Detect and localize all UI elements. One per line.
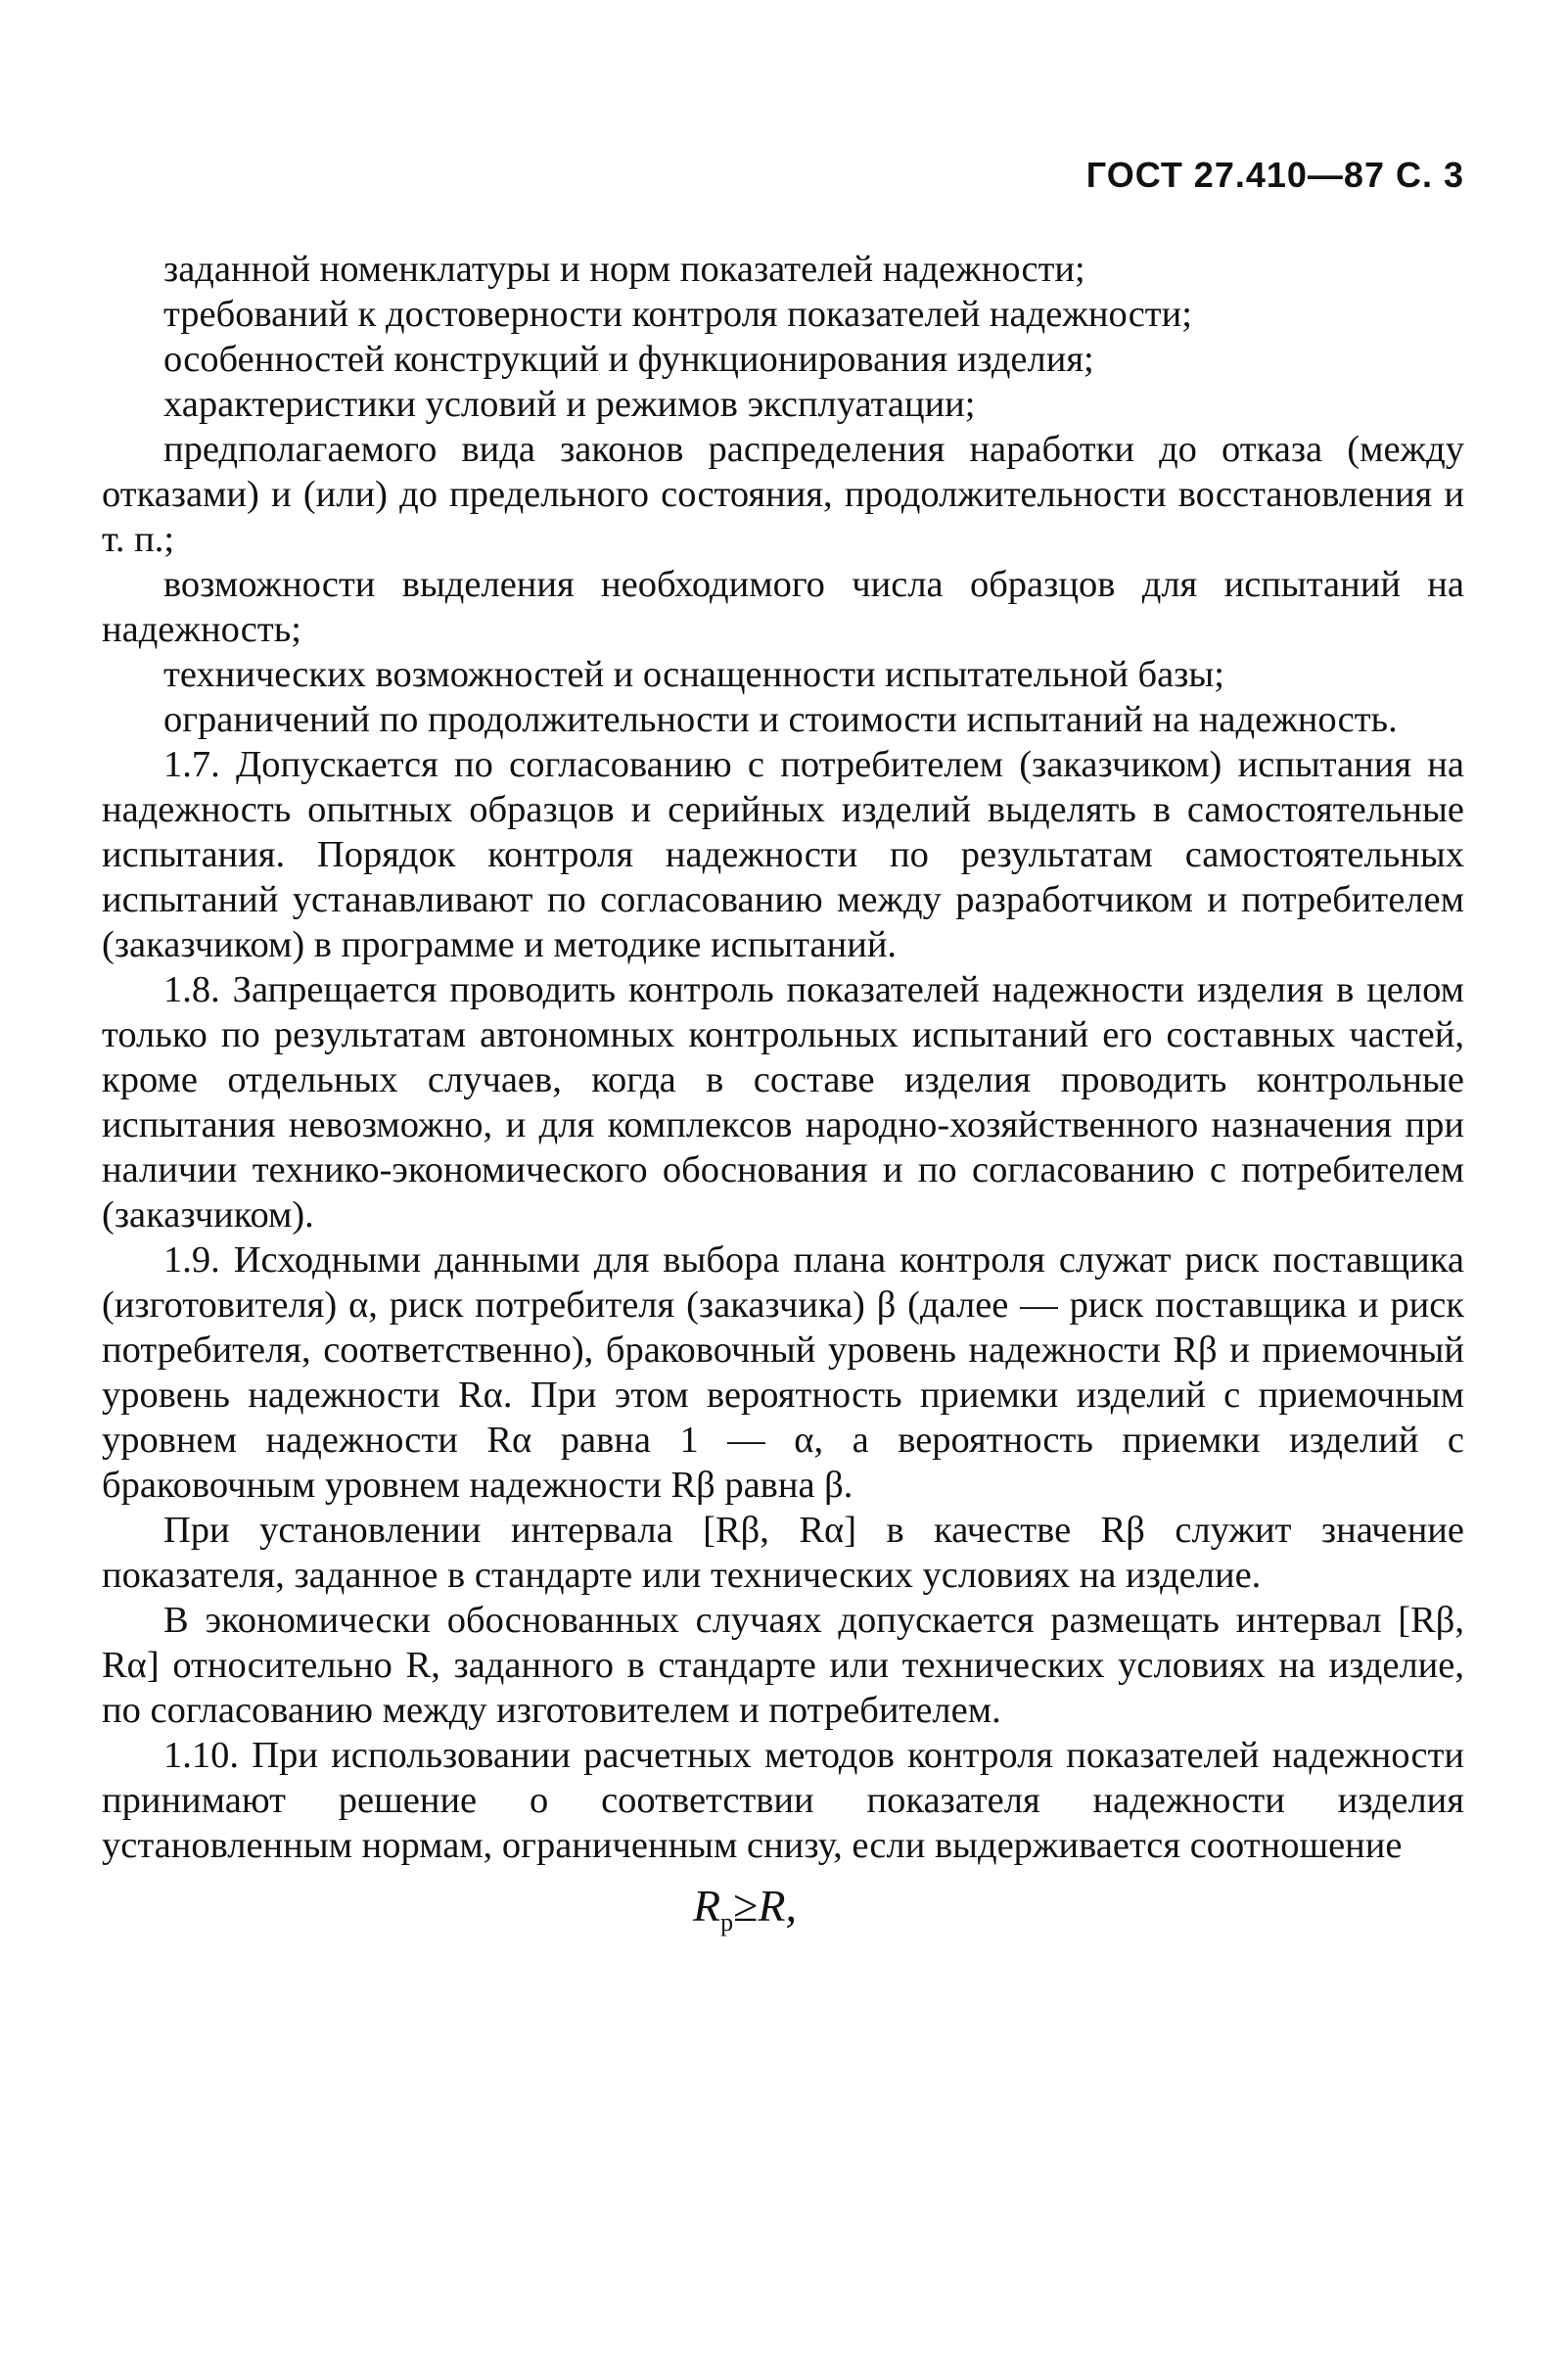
paragraph-7: технических возможностей и оснащенности испытательной базы; bbox=[163, 654, 1224, 695]
formula-rp-ge-r bbox=[102, 1880, 1464, 1949]
formula-lhs-sub: р bbox=[720, 1908, 734, 1937]
formula-rhs: R, bbox=[758, 1881, 797, 1931]
clause-1-9: 1.9. Исходными данными для выбора плана контроля служат риск поставщика (изготовителя) α, риск потребителя (заказчика) β (далее — риск поставщика и риск потребителя, соответственно), браковочный уровень надежности Rβ и приемочный уровень надежности Rα. При этом вероятность приемки изделий с приемочным уровнем надежности Rα равна 1 — α, а вероятность приемки изделий с браковочным уровнем надежности Rβ равна β. bbox=[102, 1239, 1464, 1506]
paragraph-2: требований к достоверности контроля показателей надежности; bbox=[163, 294, 1192, 335]
formula-operator: ≥ bbox=[733, 1881, 759, 1931]
page-body bbox=[102, 247, 1464, 1949]
paragraph-8: ограничений по продолжительности и стоимости испытаний на надежность. bbox=[163, 699, 1398, 740]
clause-1-7: 1.7. Допускается по согласованию с потребителем (заказчиком) испытания на надежность опытных образцов и серийных изделий выделять в самостоятельные испытания. Порядок контроля надежности по результатам самостоятельных испытаний устанавливают по согласованию между разработчиком и потребителем (заказчиком) в программе и методике испытаний. bbox=[102, 744, 1464, 965]
paragraph-4: характеристики условий и режимов эксплуатации; bbox=[163, 384, 976, 425]
paragraph-interval: При установлении интервала [Rβ, Rα] в качестве Rβ служит значение показателя, заданное в стандарте или технических условиях на изделие. bbox=[102, 1510, 1464, 1596]
running-head: ГОСТ 27.410—87 С. 3 bbox=[1085, 155, 1464, 195]
paragraph-economic: В экономически обоснованных случаях допускается размещать интервал [Rβ, Rα] относительно R, заданного в стандарте или технических условиях на изделие, по согласованию между изготовителем и потребителем. bbox=[102, 1600, 1464, 1731]
formula-lhs: R bbox=[693, 1881, 721, 1931]
paragraph-3: особенностей конструкций и функционирования изделия; bbox=[163, 339, 1094, 380]
paragraph-1: заданной номенклатуры и норм показателей надежности; bbox=[163, 249, 1085, 290]
clause-1-10: 1.10. При использовании расчетных методов контроля показателей надежности принимают решение о соответствии показателя надежности изделия установленным нормам, ограниченным снизу, если выдерживается соотношение bbox=[102, 1735, 1464, 1866]
paragraph-6: возможности выделения необходимого числа образцов для испытаний на надежность; bbox=[102, 564, 1464, 650]
clause-1-8: 1.8. Запрещается проводить контроль показателей надежности изделия в целом только по результатам автономных контрольных испытаний его составных частей, кроме отдельных случаев, когда в составе изделия проводить контрольные испытания невозможно, и для комплексов народно-хозяйственного назначения при наличии технико-экономического обоснования и по согласованию с потребителем (заказчиком). bbox=[102, 969, 1464, 1236]
paragraph-5: предполагаемого вида законов распределения наработки до отказа (между отказами) и (или) до предельного состояния, продолжительности восстановления и т. п.; bbox=[102, 429, 1464, 560]
